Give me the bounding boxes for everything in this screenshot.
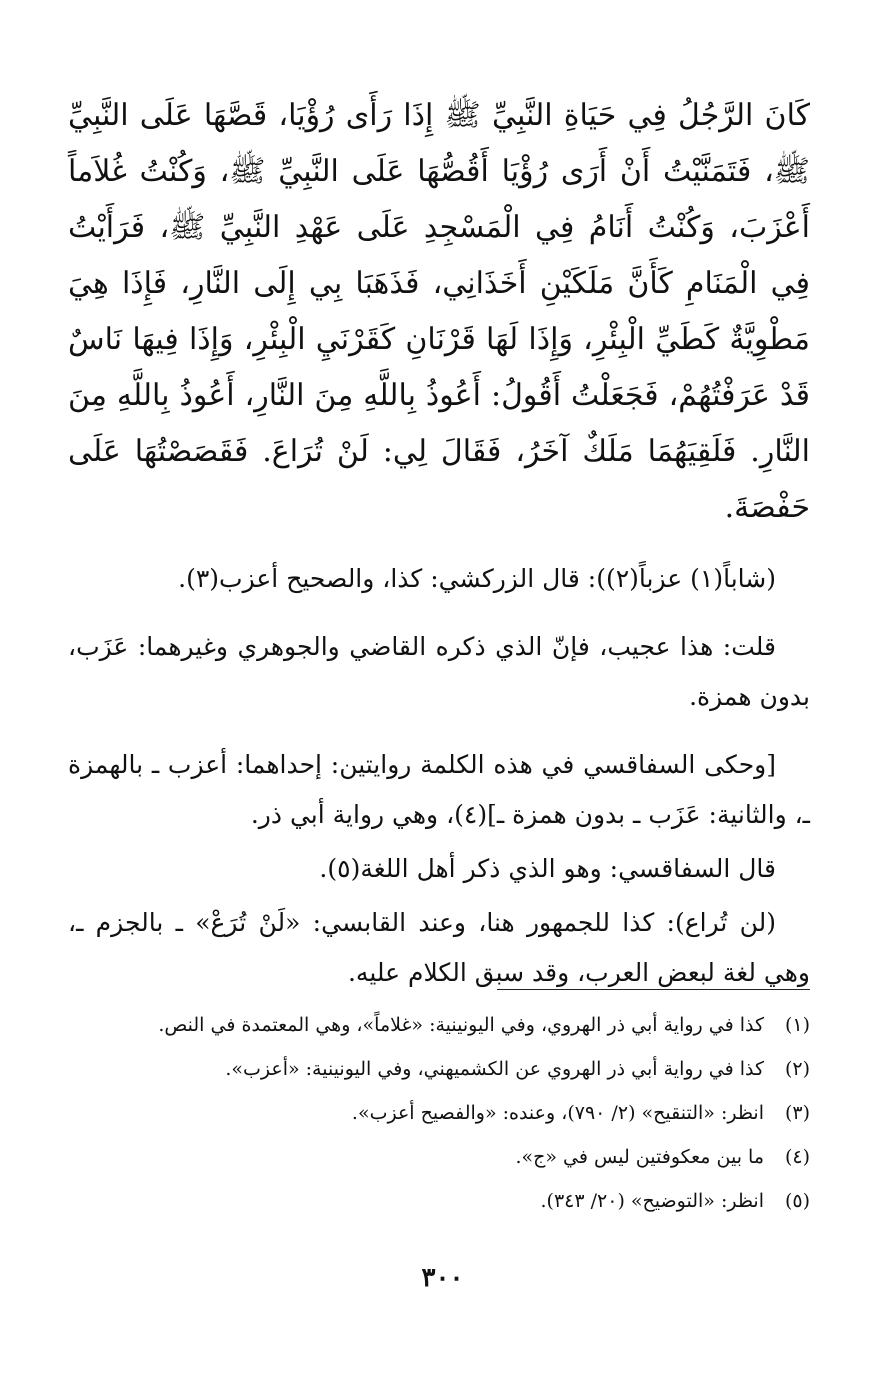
footnote-number: (٥): [784, 1190, 810, 1212]
commentary-paragraph-5: (لن تُراع): كذا للجمهور هنا، وعند القابسي: «لَنْ تُرَعْ» ـ بالجزم ـ، وهي لغة لبعض العرب، وقد سبق الكلام عليه.: [68, 908, 810, 987]
footnote-text: كذا في رواية أبي ذر الهروي عن الكشميهني، وفي اليونينية: «أعزب».: [225, 1058, 764, 1080]
footnote-number: (١): [784, 1014, 810, 1036]
footnote-text: كذا في رواية أبي ذر الهروي، وفي اليونينية: «غلاماً»، وهي المعتمدة في النص.: [158, 1014, 764, 1036]
commentary-paragraph-2: قلت: هذا عجيب، فإنّ الذي ذكره القاضي والجوهري وغيرهما: عَزَب، بدون همزة.: [68, 632, 810, 711]
commentary-paragraph-3: [وحكى السفاقسي في هذه الكلمة روايتين: إحداهما: أعزب ـ بالهمزة ـ، والثانية: عَزَب ـ بدون همزة ـ](٤)، وهي رواية أبي ذر.: [68, 750, 810, 829]
footnote-number: (٣): [784, 1102, 810, 1124]
commentary-paragraph-4: قال السفاقسي: وهو الذي ذكر أهل اللغة(٥).: [319, 854, 776, 883]
footnotes: [68, 1003, 810, 1223]
page-number: ٣٠٠: [421, 1263, 464, 1293]
footnote-text: انظر: «التوضيح» (٢٠/ ٣٤٣).: [540, 1190, 764, 1212]
commentary-paragraph-1: (شاباً(١) عزباً(٢)): قال الزركشي: كذا، والصحيح أعزب(٣).: [178, 564, 776, 593]
footnote-text: انظر: «التنقيح» (٢/ ٧٩٠)، وعنده: «والفصيح أعزب».: [351, 1102, 764, 1124]
hadith-text: كَانَ الرَّجُلُ فِي حَيَاةِ النَّبِيِّ ﷺ إِذَا رَأَى رُؤْيَا، قَصَّهَا عَلَى النَّبِيِّ ﷺ، فَتَمَنَّيْتُ أَنْ أَرَى رُؤْيَا أَقُصُّهَا عَلَى النَّبِيِّ ﷺ، وَكُنْتُ غُلاَماً أَعْزَبَ، وَكُنْتُ أَنَامُ فِي الْمَسْجِدِ عَلَى عَهْدِ النَّبِيِّ ﷺ، فَرَأَيْتُ فِي الْمَنَامِ كَأَنَّ مَلَكَيْنِ أَخَذَانِي، فَذَهَبَا بِي إِلَى النَّارِ، فَإِذَا هِيَ مَطْوِيَّةٌ كَطَيِّ الْبِئْرِ، وَإِذَا لَهَا قَرْنَانِ كَقَرْنَيِ الْبِئْرِ، وَإِذَا فِيهَا نَاسٌ قَدْ عَرَفْتُهُمْ، فَجَعَلْتُ أَقُولُ: أَعُوذُ بِاللَّهِ مِنَ النَّارِ، أَعُوذُ بِاللَّهِ مِنَ النَّارِ. فَلَقِيَهُمَا مَلَكٌ آخَرُ، فَقَالَ لِي: لَنْ تُرَاعَ. فَقَصَصْتُهَا عَلَى حَفْصَةَ.: [68, 98, 810, 525]
main-text: [68, 88, 810, 998]
footnote-separator: [497, 989, 810, 990]
footnote-4: [68, 1135, 810, 1179]
footnote-number: (٤): [784, 1146, 810, 1168]
footnote-text: ما بين معكوفتين ليس في «ج».: [515, 1146, 764, 1168]
footnote-1: [68, 1003, 810, 1047]
footnote-5: [68, 1179, 810, 1223]
footnote-number: (٢): [784, 1058, 810, 1080]
footnote-3: [68, 1091, 810, 1135]
footnote-2: [68, 1047, 810, 1091]
